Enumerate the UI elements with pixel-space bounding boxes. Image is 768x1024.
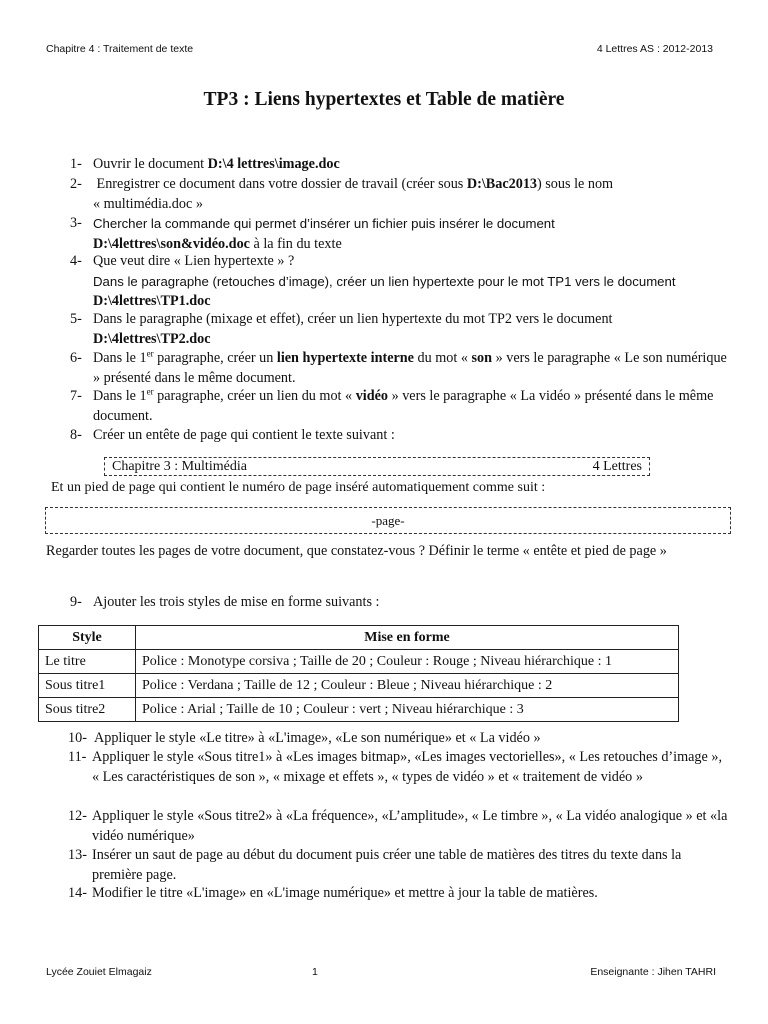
item-text: Créer un entête de page qui contient le texte suivant : (93, 427, 395, 443)
list-item (70, 252, 730, 312)
table-cell: Sous titre2 (39, 698, 136, 722)
item-text: paragraphe, créer un lien du mot « (153, 388, 356, 404)
list-item (70, 155, 730, 175)
folder-path: D:\Bac2013 (466, 176, 538, 192)
column-header: Mise en forme (136, 626, 679, 650)
table-row (39, 674, 679, 698)
file-name: « multimédia.doc » (93, 195, 203, 212)
item-text: Modifier le titre «L'image» en «L'image numérique» et mettre à jour la table de matières. (92, 885, 598, 901)
table-cell: Sous titre1 (39, 674, 136, 698)
table-cell: Police : Verdana ; Taille de 12 ; Couleur : Bleue ; Niveau hiérarchique : 2 (136, 674, 679, 698)
item-number: 4- (70, 253, 82, 269)
item-text: Dans le paragraphe (mixage et effet), créer un lien hypertexte du mot TP2 vers le document (93, 311, 613, 327)
item-number: 12- (68, 808, 87, 824)
file-path: D:\4lettres\son&vidéo.doc (93, 235, 250, 252)
item-text: Chercher la commande qui permet d’insérer un fichier puis insérer le document (93, 216, 555, 231)
item-number: 11- (68, 749, 87, 765)
footer-example-box: -page- (45, 507, 731, 534)
table-cell: Le titre (39, 650, 136, 674)
table-header-row (39, 626, 679, 650)
file-path: D:\4lettres\TP1.doc (93, 293, 211, 309)
item-text: Ajouter les trois styles de mise en forme suivants : (93, 594, 380, 610)
page-number: 1 (312, 966, 318, 978)
item-text: ) sous le nom (537, 176, 614, 192)
list-item (70, 310, 730, 349)
list-item (68, 884, 728, 904)
footer-school: Lycée Zouiet Elmagaiz (46, 966, 152, 978)
item-text: Que veut dire « Lien hypertexte » ? (93, 253, 295, 269)
question-paragraph: Regarder toutes les pages de votre document, que constatez-vous ? Définir le terme « entête et pied de page » (46, 543, 667, 559)
file-path: D:\4 lettres\image.doc (207, 156, 340, 172)
list-item (70, 387, 730, 426)
item-text: Dans le 1 (93, 350, 147, 366)
header-example-left: Chapitre 3 : Multimédia (112, 459, 247, 474)
footer-teacher: Enseignante : Jihen TAHRI (590, 966, 716, 978)
item-number: 9- (70, 594, 82, 610)
item-number: 10- (68, 730, 87, 746)
item-text: Appliquer le style «Sous titre1» à «Les images bitmap», «Les images vectorielles», « Les retouches d’image », « Les caractéristiques de son », « mixage et effets », « types de vidéo » et « traitement de vidéo » (92, 749, 722, 785)
item-text: Dans le paragraphe (retouches d’image), créer un lien hypertexte pour le mot TP1 vers le document (93, 273, 676, 289)
header-example-box (104, 457, 650, 476)
list-item (70, 175, 730, 214)
list-item (70, 214, 730, 254)
item-text: Insérer un saut de page au début du document puis créer une table de matières des titres du texte dans la première page. (92, 847, 682, 883)
item-text: Appliquer le style «Le titre» à «L'image», «Le son numérique» et « La vidéo » (94, 730, 541, 746)
emphasis: vidéo (355, 388, 389, 404)
table-cell: Police : Monotype corsiva ; Taille de 20 ; Couleur : Rouge ; Niveau hiérarchique : 1 (136, 650, 679, 674)
list-item (68, 729, 728, 749)
item-number: 3- (70, 215, 82, 231)
item-text: Enregistrer ce document dans votre dossier de travail (créer sous (96, 176, 467, 192)
styles-table (38, 625, 679, 722)
table-row (39, 650, 679, 674)
item-text: Ouvrir le document (93, 156, 208, 172)
emphasis: lien hypertexte interne (276, 350, 414, 366)
item-number: 2- (70, 176, 82, 192)
list-item (68, 748, 728, 787)
item-number: 7- (70, 388, 82, 404)
superscript: er (146, 386, 154, 397)
item-number: 8- (70, 427, 82, 443)
list-item (70, 593, 730, 613)
column-header: Style (39, 626, 136, 650)
item-number: 6- (70, 350, 82, 366)
item-number: 13- (68, 847, 87, 863)
item-text: » vers le paragraphe « Le son numérique » présenté dans le même document. (93, 350, 727, 386)
item-text: à la fin du texte (249, 235, 342, 252)
superscript: er (146, 348, 154, 359)
item-text: paragraphe, créer un (153, 350, 277, 366)
footer-instruction: Et un pied de page qui contient le numéro de page inséré automatiquement comme suit : (51, 480, 546, 495)
item-number: 14- (68, 885, 87, 901)
list-item (68, 846, 728, 885)
list-item (68, 807, 728, 846)
page-header-left: Chapitre 4 : Traitement de texte (46, 43, 194, 55)
item-text: du mot « (413, 350, 472, 366)
item-number: 1- (70, 156, 82, 172)
file-path: D:\4lettres\TP2.doc (93, 330, 211, 347)
item-text: » vers le paragraphe « La vidéo » présenté dans le même document. (93, 388, 714, 424)
header-example-right: 4 Lettres (592, 459, 642, 474)
page-header-right: 4 Lettres AS : 2012-2013 (596, 43, 713, 55)
item-text: Dans le 1 (93, 388, 147, 404)
table-row (39, 698, 679, 722)
table-cell: Police : Arial ; Taille de 10 ; Couleur : vert ; Niveau hiérarchique : 3 (136, 698, 679, 722)
list-item (70, 349, 730, 388)
emphasis: son (471, 350, 493, 366)
item-text: Appliquer le style «Sous titre2» à «La fréquence», «L’amplitude», « Le timbre », « La vidéo analogique » et «la vidéo numérique» (92, 808, 728, 844)
document-title: TP3 : Liens hypertextes et Table de matière (203, 89, 565, 110)
item-number: 5- (70, 311, 82, 327)
list-item (70, 426, 730, 446)
